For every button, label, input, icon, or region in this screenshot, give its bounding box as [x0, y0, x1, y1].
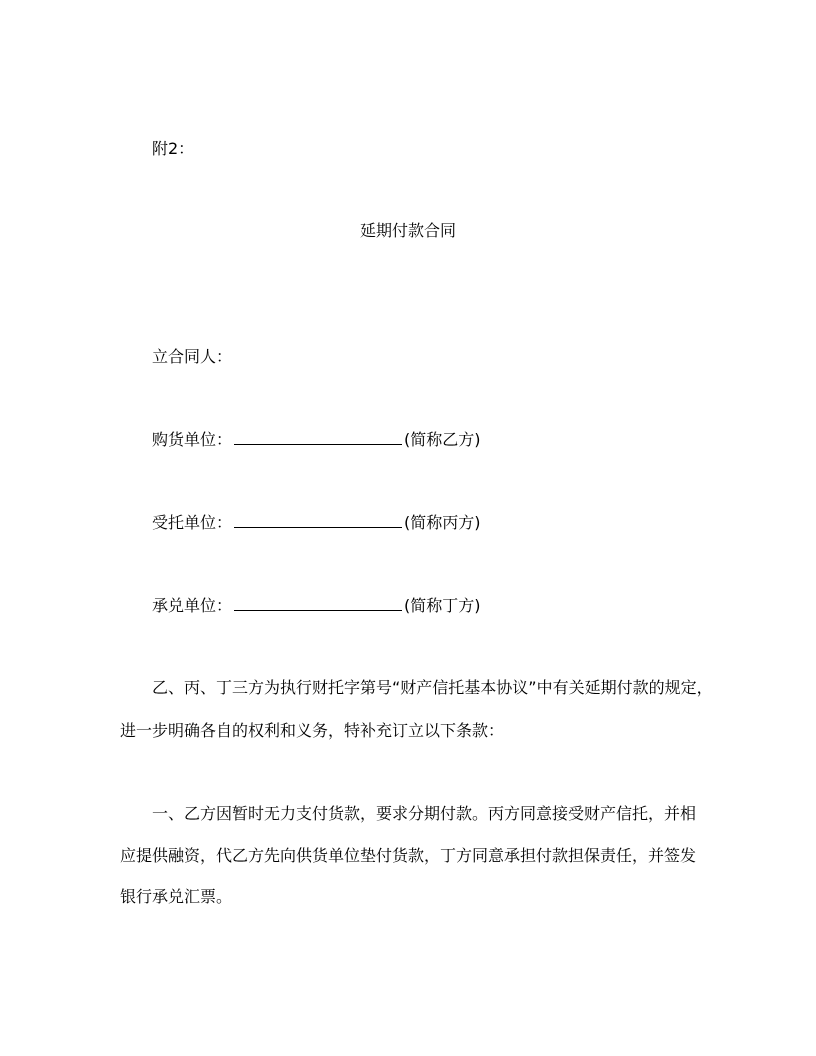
party-trustee-blank: [234, 512, 402, 528]
parties-heading: 立合同人：: [152, 347, 233, 366]
attachment-label: 附2：: [152, 139, 195, 158]
party-acceptor-blank: [234, 595, 402, 611]
intro-line-2: 进一步明确各自的权利和义务，特补充订立以下条款：: [120, 721, 505, 740]
clause-1-line-1: 一、乙方因暂时无力支付货款，要求分期付款。丙方同意接受财产信托，并相: [152, 804, 697, 823]
party-acceptor-note: (简称丁方): [404, 596, 481, 615]
intro-line-1: 乙、丙、丁三方为执行财托字第号“财产信托基本协议”中有关延期付款的规定，: [152, 678, 713, 697]
party-buyer: [152, 429, 481, 450]
party-acceptor-label: 承兑单位：: [152, 596, 233, 615]
party-trustee-label: 受托单位：: [152, 513, 233, 532]
clause-1-line-2: 应提供融资，代乙方先向供货单位垫付货款，丁方同意承担付款担保责任，并签发: [120, 846, 697, 865]
party-buyer-label: 购货单位：: [152, 430, 233, 449]
party-buyer-blank: [234, 429, 402, 445]
party-trustee: [152, 512, 481, 533]
party-acceptor: [152, 595, 481, 616]
party-trustee-note: (简称丙方): [404, 513, 481, 532]
party-buyer-note: (简称乙方): [404, 430, 481, 449]
clause-1-line-3: 银行承兑汇票。: [120, 887, 233, 906]
page-title: 延期付款合同: [359, 221, 456, 240]
